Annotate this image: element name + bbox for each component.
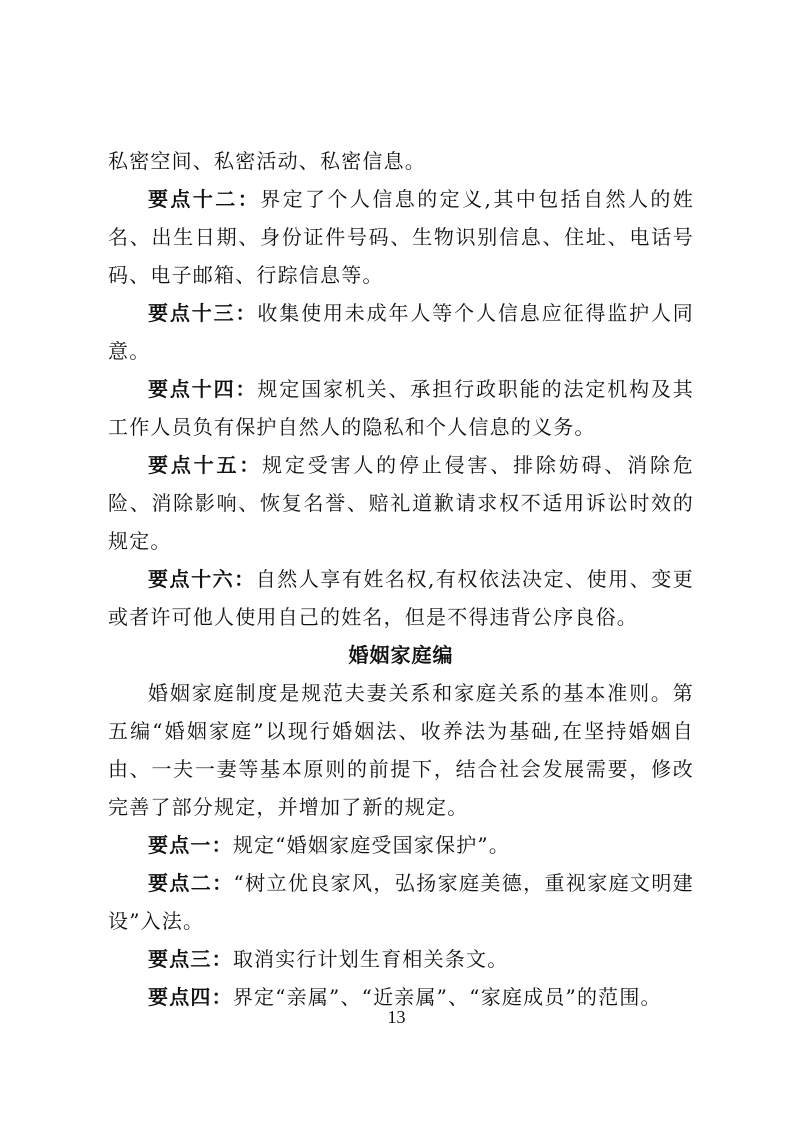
paragraph [108,560,694,636]
section-title: 婚姻家庭编 [348,643,454,667]
paragraph [108,294,694,370]
key-point-label: 要点三： [148,947,233,971]
paragraph-text: 界定“亲属”、“近亲属”、“家庭成员”的范围。 [232,985,662,1009]
paragraph-text: 规定“婚姻家庭受国家保护”。 [232,833,511,857]
paragraph [108,370,694,446]
key-point-label: 要点一： [148,833,233,857]
body-text [108,142,694,1016]
paragraph-text: “树立优良家风，弘扬家庭美德，重视家庭文明建设”入法。 [108,871,694,933]
paragraph [108,864,694,940]
page-number: 13 [387,1007,406,1027]
paragraph [108,674,694,826]
key-point-label: 要点十四： [148,377,258,401]
paragraph-text: 自然人享有姓名权,有权依法决定、使用、变更或者许可他人使用自己的姓名，但是不得违背公序良俗。 [108,567,694,629]
paragraph-text: 规定受害人的停止侵害、排除妨碍、消除危险、消除影响、恢复名誉、赔礼道歉请求权不适用诉讼时效的规定。 [108,453,694,553]
paragraphs-before [108,142,694,636]
paragraph [108,142,694,180]
paragraph-text: 界定了个人信息的定义,其中包括自然人的姓名、出生日期、身份证件号码、生物识别信息、住址、电话号码、电子邮箱、行踪信息等。 [108,187,695,287]
paragraph [108,826,694,864]
paragraph-text: 私密空间、私密活动、私密信息。 [108,149,426,173]
paragraph [108,446,694,560]
paragraph [108,940,694,978]
key-point-label: 要点十六： [148,567,256,591]
key-point-label: 要点四： [148,985,233,1009]
paragraph-text: 婚姻家庭制度是规范夫妻关系和家庭关系的基本准则。第五编“婚姻家庭”以现行婚姻法、收养法为基础,在坚持婚姻自由、一夫一妻等基本原则的前提下，结合社会发展需要，修改完善了部分规定，并增加了新的规定。 [108,681,694,819]
paragraphs-after [108,674,694,1016]
key-point-label: 要点二： [148,871,234,895]
paragraph [108,180,694,294]
paragraph-text: 取消实行计划生育相关条文。 [232,947,509,971]
paragraph-text: 收集使用未成年人等个人信息应征得监护人同意。 [108,301,695,363]
key-point-label: 要点十三： [148,301,258,325]
paragraph-text: 规定国家机关、承担行政职能的法定机构及其工作人员负有保护自然人的隐私和个人信息的义务。 [108,377,695,439]
key-point-label: 要点十二： [148,187,261,211]
key-point-label: 要点十五： [148,453,263,477]
